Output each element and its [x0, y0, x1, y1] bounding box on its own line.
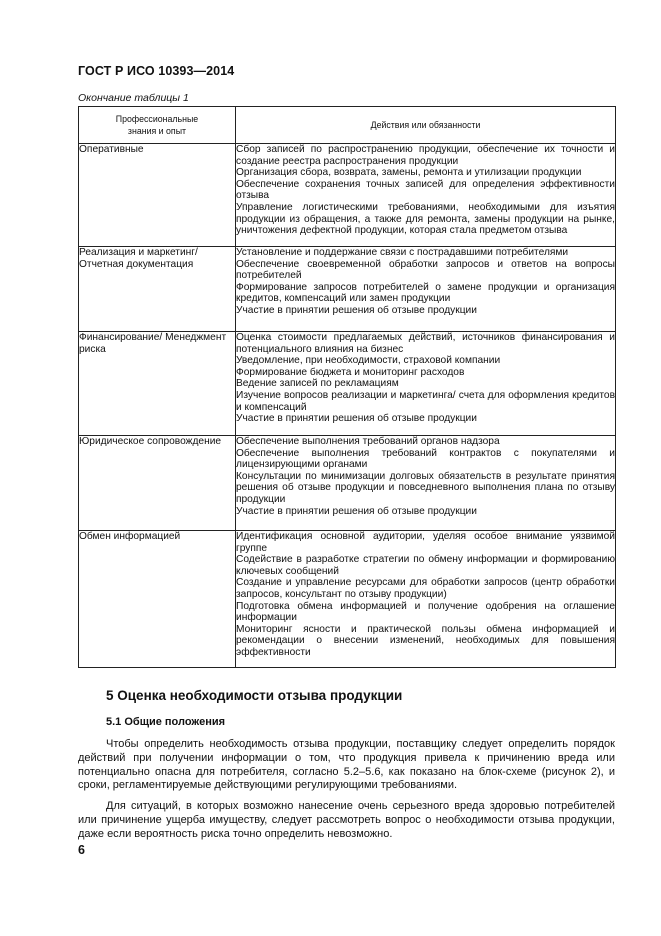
table-header-row — [79, 107, 616, 144]
table-row — [79, 144, 616, 247]
action-item: Создание и управление ресурсами для обработки запросов (центр обработки запросов, консультант по отзыву продукции) — [236, 577, 615, 600]
row-actions — [236, 436, 616, 531]
action-item: Оценка стоимости предлагаемых действий, источников финансирования и потенциального влияния на бизнес — [236, 332, 615, 355]
row-actions — [236, 247, 616, 332]
column-header-actions: Действия или обязанности — [236, 107, 616, 144]
action-item: Установление и поддержание связи с пострадавшими потребителями — [236, 247, 569, 258]
action-item: Участие в принятии решения об отзыве продукции — [236, 304, 477, 316]
table-row — [79, 531, 616, 668]
table-row — [79, 247, 616, 332]
row-role: Реализация и маркетинг/ Отчетная документация — [79, 247, 236, 332]
row-role: Финансирование/ Менеджмент риска — [79, 332, 236, 436]
table-caption: Окончание таблицы 1 — [78, 92, 189, 104]
row-actions — [236, 144, 616, 247]
row-role: Обмен информацией — [79, 531, 236, 668]
action-item: Обеспечение своевременной обработки запросов и ответов на вопросы потребителей — [236, 258, 615, 282]
row-actions — [236, 332, 616, 436]
table-row — [79, 436, 616, 531]
action-item: Участие в принятии решения об отзыве продукции — [236, 413, 477, 425]
responsibilities-table — [78, 106, 616, 668]
action-item: Формирование бюджета и мониторинг расходов — [236, 366, 465, 378]
action-item: Уведомление, при необходимости, страховой компании — [236, 355, 501, 367]
action-item: Сбор записей по распространению продукции, обеспечение их точности и создание реестра распространения продукции — [236, 144, 615, 167]
action-item: Формирование запросов потребителей о замене продукции и организация кредитов, компенсаций или замен продукции — [236, 281, 615, 305]
row-role: Оперативные — [79, 144, 236, 247]
body-paragraph: Для ситуаций, в которых возможно нанесение очень серьезного вреда здоровью потребителей или причинение ущерба имуществу, следует рассмотреть вопрос о необходимости отзыва продукции, даже если вероятность риска точно определить невозможно. — [78, 800, 615, 840]
action-item: Идентификация основной аудитории, уделяя особое внимание уязвимой группе — [236, 531, 615, 554]
column-header-knowledge: Профессиональные знания и опыт — [79, 107, 236, 144]
action-item: Обеспечение выполнения требований контрактов с покупателями и лицензирующими органами — [236, 447, 615, 471]
row-actions — [236, 531, 616, 668]
action-item: Мониторинг ясности и практической пользы обмена информацией и рекомендации о внесении изменений, необходимых для повышения эффективности — [236, 623, 615, 658]
action-item: Ведение записей по рекламациям — [236, 378, 399, 390]
action-item: Подготовка обмена информацией и получение одобрения на оглашение информации — [236, 600, 615, 624]
action-item: Содействие в разработке стратегии по обмену информации и формированию ключевых сообщений — [236, 554, 615, 577]
action-item: Обеспечение сохранения точных записей для определения эффективности отзыва — [236, 178, 615, 202]
body-paragraph: Чтобы определить необходимость отзыва продукции, поставщику следует определить порядок действий при получении информации о том, что продукция привела к причинению вреда или потенциально опасна для потребителя, согласно 5.2–5.6, как показано на блок-схеме (рисунок 2), и сроки, регламентируемые действующими регулирующими требованиями. — [78, 738, 615, 792]
table-row — [79, 332, 616, 436]
action-item: Участие в принятии решения об отзыве продукции — [236, 505, 477, 517]
standard-header: ГОСТ Р ИСО 10393—2014 — [78, 64, 235, 78]
action-item: Управление логистическими требованиями, необходимыми для изъятия продукции из обращения, а также для ремонта, замены продукции на рынке, уничтожения дефектной продукции, которая стала предметом отзыва — [236, 201, 615, 237]
action-item: Обеспечение выполнения требований органов надзора — [236, 436, 500, 447]
action-item: Организация сбора, возврата, замены, ремонта и утилизации продукции — [236, 167, 582, 179]
row-role: Юридическое сопровождение — [79, 436, 236, 531]
action-item: Изучение вопросов реализации и маркетинга/ счета для оформления кредитов и компенсаций — [236, 389, 615, 413]
section-title: 5 Оценка необходимости отзыва продукции — [106, 688, 403, 703]
action-item: Консультации по минимизации долговых обязательств в результате принятия решения об отзыве продукции и повседневного выполнения плана по отзыву продукции — [236, 470, 615, 505]
subsection-title: 5.1 Общие положения — [106, 716, 226, 728]
page-number: 6 — [78, 843, 85, 857]
